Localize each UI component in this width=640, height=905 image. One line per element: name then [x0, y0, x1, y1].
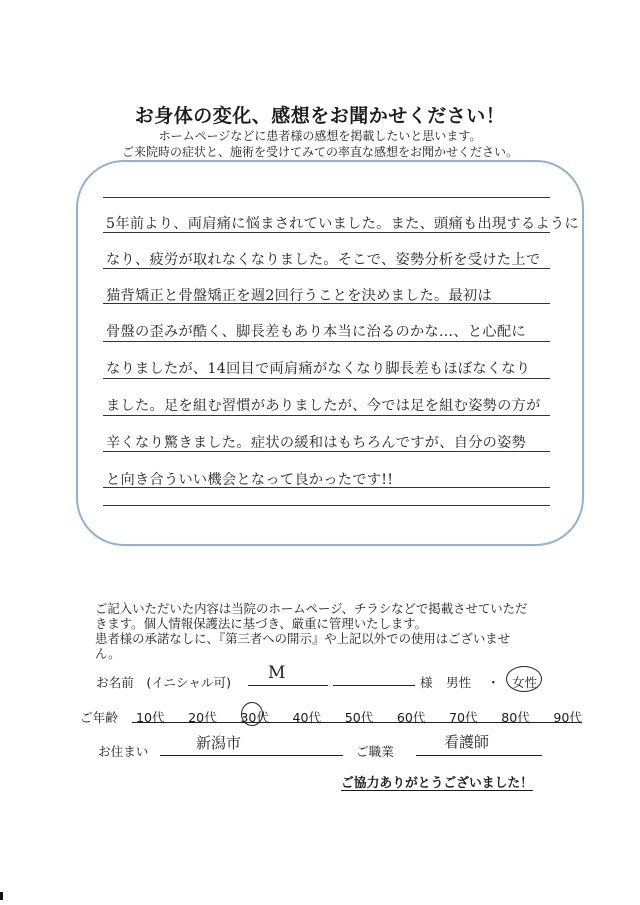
- occupation-label: ご職業: [356, 744, 394, 759]
- scan-mark: [0, 892, 3, 900]
- comment-rule: [103, 505, 550, 506]
- honorific: 様: [420, 675, 433, 690]
- comment-line-1: 5年前より、両肩痛に悩まされていました。また、頭痛も出現するように: [106, 216, 579, 232]
- notice-line-2: きます。個人情報保護法に基づき、厳重に管理いたします。: [95, 616, 428, 631]
- comment-line-5: なりましたが、14回目で両肩痛がなくなり脚長差もほぼなくなり: [106, 361, 531, 377]
- name-value[interactable]: M: [268, 663, 286, 683]
- comment-line-8: と向き合ういい機会となって良かったです!!: [106, 472, 394, 488]
- age-option-10s[interactable]: 10代: [136, 710, 165, 725]
- age-option-80s[interactable]: 80代: [501, 710, 530, 725]
- age-option-40s[interactable]: 40代: [292, 710, 322, 725]
- comment-line-7: 辛くなり驚きました。症状の緩和はもちろんですが、自分の姿勢: [106, 435, 527, 451]
- name-label: お名前 (イニシャル可): [96, 675, 232, 690]
- age-options: [136, 707, 582, 726]
- notice-line-3: 患者様の承諾なしに、『第三者への開示』や上記以外での使用はございませ: [95, 631, 511, 646]
- age-option-70s[interactable]: 70代: [449, 710, 478, 725]
- age-option-50s[interactable]: 50代: [344, 710, 374, 725]
- age-option-90s[interactable]: 90代: [553, 710, 582, 725]
- comment-line-6: ました。足を組む習慣がありましたが、今では足を組む姿勢の方が: [106, 398, 541, 414]
- age-option-60s[interactable]: 60代: [396, 710, 426, 725]
- address-underline: [160, 755, 343, 756]
- comment-line-3: 猫背矯正と骨盤矯正を週2回行うことを決めました。最初は: [106, 288, 493, 304]
- occupation-underline: [416, 755, 542, 756]
- age-label: ご年齢: [80, 710, 118, 725]
- age-underline: [132, 722, 582, 723]
- thanks-message: ご協力ありがとうございました！: [341, 776, 533, 791]
- address-label: お住まい: [98, 744, 149, 759]
- comment-rule: [103, 378, 550, 379]
- age-option-20s[interactable]: 20代: [188, 710, 217, 725]
- gender-female-option[interactable]: 女性: [512, 675, 538, 690]
- age-option-30s[interactable]: 30代: [240, 710, 269, 725]
- name-underline-1: [248, 685, 328, 686]
- comment-line-2: なり、疲労が取れなくなりました。そこで、姿勢分析を受けた上で: [106, 252, 541, 268]
- notice-line-1: ご記入いただいた内容は当院のホームページ、チラシなどで掲載させていただ: [95, 601, 528, 616]
- address-value[interactable]: 新潟市: [196, 734, 242, 752]
- name-underline-2: [333, 685, 415, 686]
- gender-male-option[interactable]: 男性: [446, 675, 472, 690]
- gender-separator: ・: [487, 675, 500, 690]
- page-subtitle-1: ホームページなどに患者様の感想を掲載したいと思います。: [158, 129, 482, 143]
- notice-line-4: ん。: [95, 646, 121, 661]
- occupation-value[interactable]: 看護師: [444, 733, 490, 751]
- page-subtitle-2: ご来院時の症状と、施術を受けてみての率直な感想をお聞かせください。: [121, 145, 518, 159]
- comment-line-4: 骨盤の歪みが酷く、脚長差もあり本当に治るのかな…、と心配に: [106, 324, 526, 340]
- comment-rule: [103, 415, 550, 416]
- comment-rule: [103, 341, 550, 342]
- comment-rule: [103, 197, 550, 198]
- gender-selected-circle: [506, 666, 542, 692]
- page-title: お身体の変化、感想をお聞かせください！: [134, 105, 506, 127]
